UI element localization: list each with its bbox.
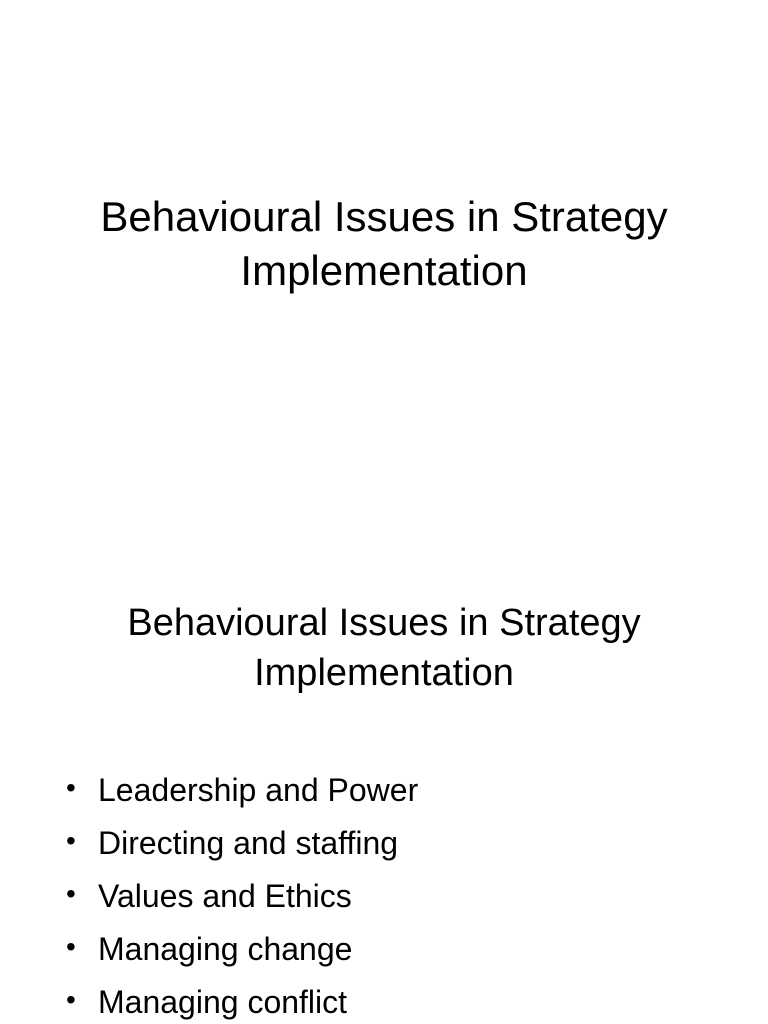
bullet-item bbox=[66, 982, 418, 1024]
bullet-icon: • bbox=[66, 931, 76, 962]
content-title-line-1: Behavioural Issues in Strategy bbox=[127, 602, 641, 644]
slide-title-line-2: Implementation bbox=[240, 247, 528, 294]
bullet-item bbox=[66, 876, 418, 929]
content-slide bbox=[0, 512, 768, 1024]
bullet-text: Directing and staffing bbox=[98, 825, 399, 861]
bullet-item bbox=[66, 770, 418, 823]
slide-title-line-1: Behavioural Issues in Strategy bbox=[100, 193, 668, 240]
bullet-item bbox=[66, 823, 418, 876]
bullet-text: Managing change bbox=[98, 931, 353, 967]
bullet-text: Leadership and Power bbox=[98, 772, 419, 808]
bullet-icon: • bbox=[66, 772, 76, 803]
bullet-item bbox=[66, 929, 418, 982]
content-title-line-2: Implementation bbox=[254, 652, 514, 694]
bullet-text: Managing conflict bbox=[98, 984, 348, 1020]
bullet-list bbox=[66, 770, 418, 1024]
bullet-icon: • bbox=[66, 878, 76, 909]
bullet-icon: • bbox=[66, 984, 76, 1015]
bullet-icon: • bbox=[66, 825, 76, 856]
content-slide-title bbox=[0, 598, 768, 698]
slide-title bbox=[0, 190, 768, 298]
bullet-text: Values and Ethics bbox=[98, 878, 352, 914]
